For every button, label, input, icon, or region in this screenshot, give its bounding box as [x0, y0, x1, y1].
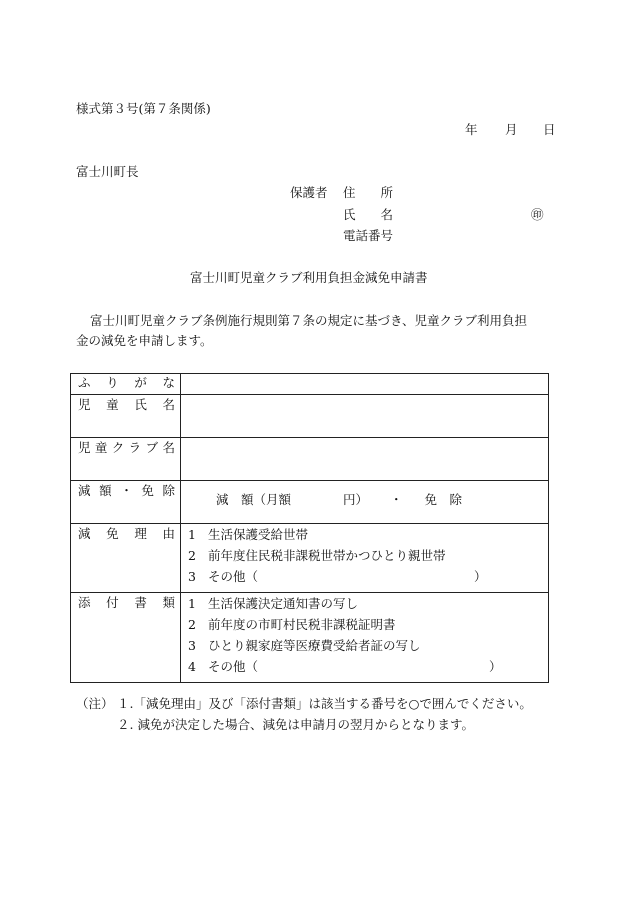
- option-text: その他（: [208, 569, 259, 584]
- option-number: 3: [188, 638, 196, 653]
- label-char: 添: [78, 595, 91, 610]
- reason-option[interactable]: [188, 550, 548, 571]
- option-number: 2: [188, 617, 196, 632]
- reason-row: [71, 524, 549, 593]
- reduction-label: [71, 481, 181, 524]
- reason-field: [181, 524, 549, 593]
- address-label: 住 所: [343, 185, 394, 200]
- label-char: 児: [78, 397, 91, 412]
- application-table: [70, 373, 549, 683]
- label-char: 減: [78, 526, 91, 541]
- club-name-row: [71, 438, 549, 481]
- club-name-field[interactable]: [181, 438, 549, 481]
- guardian-label: 保護者: [290, 185, 328, 200]
- attachment-option[interactable]: [188, 619, 548, 640]
- note-1: １.「減免理由」及び「添付書類」は該当する番号を○で囲んでください。: [117, 696, 532, 711]
- attachment-row: [71, 593, 549, 683]
- label-char: 除: [162, 483, 175, 498]
- label-char: 名: [162, 397, 175, 412]
- body-text-line1: 富士川町児童クラブ条例施行規則第７条の規定に基づき、児童クラブ利用負担: [90, 313, 528, 328]
- label-char: 免: [106, 526, 119, 541]
- reduction-separator: ・: [390, 492, 403, 507]
- attachment-option[interactable]: [188, 661, 548, 682]
- label-char: 童: [94, 440, 108, 455]
- label-char: り: [106, 375, 119, 390]
- attachment-field: [181, 593, 549, 683]
- document-title: 富士川町児童クラブ利用負担金減免申請書: [190, 270, 428, 285]
- label-char: ラ: [128, 440, 142, 455]
- label-char: 書: [134, 595, 147, 610]
- date-year: 年: [465, 122, 478, 137]
- reduction-amount-option[interactable]: 減 額（月額: [216, 492, 292, 507]
- label-char: 額: [99, 483, 112, 498]
- form-number: 様式第３号(第７条関係): [76, 101, 211, 116]
- option-number: 1: [188, 596, 196, 611]
- option-text: 生活保護決定通知書の写し: [208, 596, 359, 611]
- furigana-label: [71, 374, 181, 395]
- name-label: 氏 名: [343, 207, 394, 222]
- notes-prefix: （注）: [76, 696, 114, 711]
- label-char: ふ: [78, 375, 91, 390]
- furigana-row: [71, 374, 549, 395]
- attachment-option[interactable]: [188, 598, 548, 619]
- option-close-paren: ）: [474, 569, 487, 584]
- attachment-option[interactable]: [188, 640, 548, 661]
- label-char: ク: [111, 440, 125, 455]
- label-char: 氏: [134, 397, 147, 412]
- option-text: 前年度住民税非課税世帯かつひとり親世帯: [208, 548, 446, 563]
- child-name-row: [71, 395, 549, 438]
- label-char: 減: [78, 483, 91, 498]
- label-char: 付: [106, 595, 119, 610]
- option-text: ひとり親家庭等医療費受給者証の写し: [208, 638, 421, 653]
- seal-mark: ㊞: [531, 207, 544, 222]
- child-name-label: [71, 395, 181, 438]
- label-char: な: [162, 375, 175, 390]
- label-char: 童: [106, 397, 119, 412]
- label-char: ・: [120, 483, 133, 498]
- option-number: 3: [188, 569, 196, 584]
- furigana-field[interactable]: [181, 374, 549, 395]
- reason-label: [71, 524, 181, 593]
- reduction-field[interactable]: [181, 481, 549, 524]
- option-number: 1: [188, 527, 196, 542]
- label-char: 名: [162, 440, 175, 455]
- body-text-line2: 金の減免を申請します。: [76, 333, 213, 348]
- note-2: ２. 減免が決定した場合、減免は申請月の翌月からとなります。: [117, 717, 474, 732]
- option-number: 2: [188, 548, 196, 563]
- attachment-label: [71, 593, 181, 683]
- reason-option[interactable]: [188, 571, 548, 592]
- phone-label: 電話番号: [343, 228, 394, 243]
- exemption-option[interactable]: 免 除: [424, 492, 463, 507]
- option-text: その他（: [208, 659, 259, 674]
- option-close-paren: ）: [489, 659, 502, 674]
- label-char: 理: [134, 526, 147, 541]
- option-number: 4: [188, 659, 196, 674]
- label-char: ブ: [145, 440, 159, 455]
- option-text: 前年度の市町村民税非課税証明書: [208, 617, 396, 632]
- reduction-yen: 円）: [343, 492, 369, 507]
- label-char: 由: [162, 526, 175, 541]
- child-name-field[interactable]: [181, 395, 549, 438]
- label-char: 類: [162, 595, 175, 610]
- reduction-row: [71, 481, 549, 524]
- date-day: 日: [543, 122, 556, 137]
- club-name-label: [71, 438, 181, 481]
- label-char: 免: [141, 483, 154, 498]
- label-char: 児: [78, 440, 91, 455]
- addressee: 富士川町長: [76, 164, 139, 179]
- option-text: 生活保護受給世帯: [208, 527, 309, 542]
- date-month: 月: [505, 122, 518, 137]
- reason-option[interactable]: [188, 529, 548, 550]
- label-char: が: [134, 375, 147, 390]
